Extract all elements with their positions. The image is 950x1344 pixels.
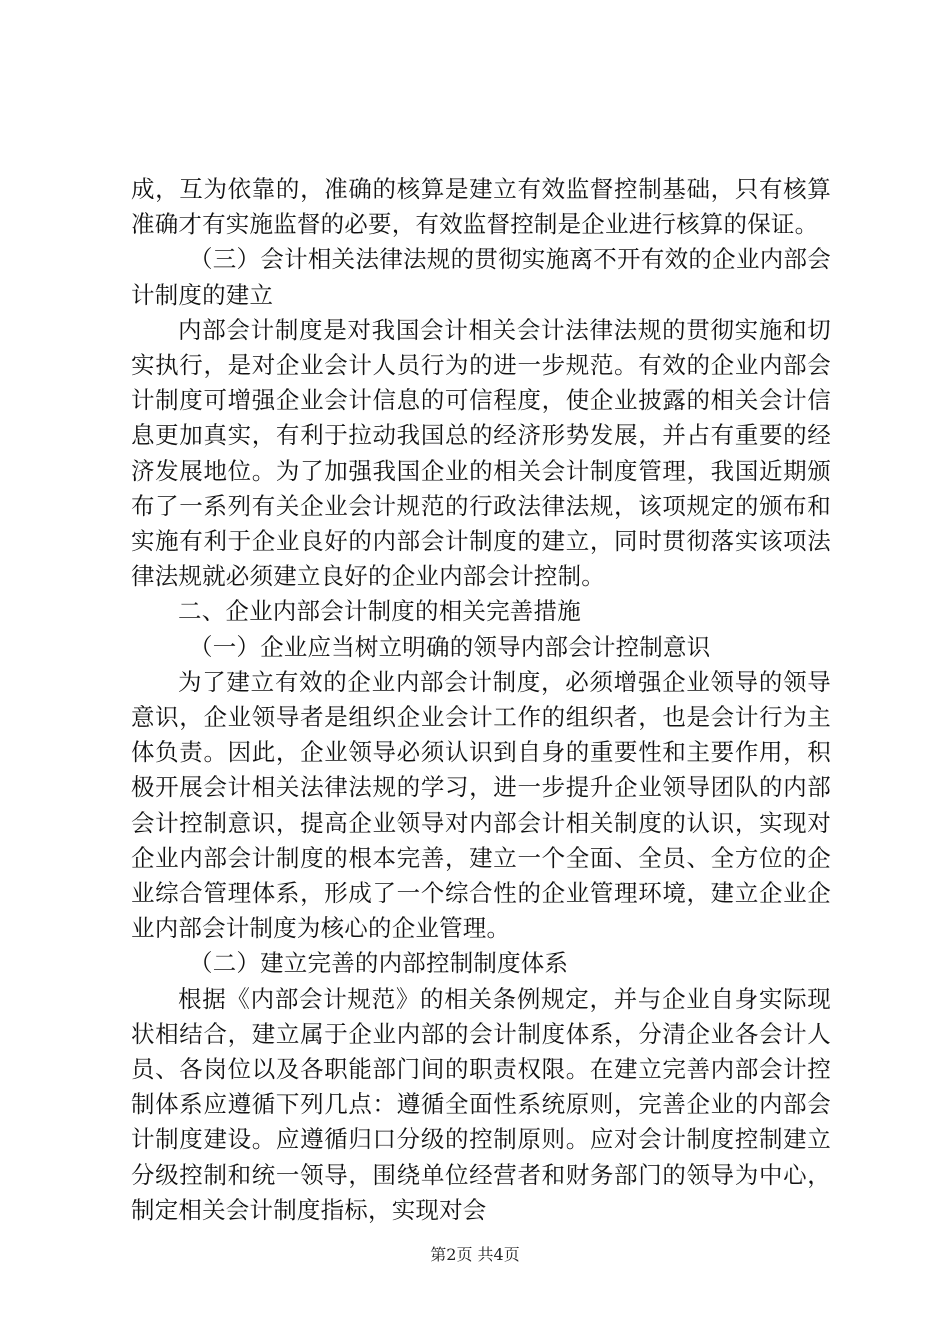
section-heading-2: 二、企业内部会计制度的相关完善措施 bbox=[178, 597, 581, 626]
section-heading-3: （二）建立完善的内部控制制度体系 bbox=[189, 949, 569, 978]
paragraph: 内部会计制度是对我国会计相关会计法律法规的贯彻实施和切实执行，是对企业会计人员行为的进一步规范。有效的企业内部会计制度可增强企业会计信息的可信程度，使企业披露的相关会计信息更加真实，有利于拉动我国总的经济形势发展，并占有重要的经济发展地位。为了加强我国企业的相关会计制度管理，我国近期颁布了一系列有关企业会计规范的行政法律法规，该项规定的颁布和实施有利于企业良好的内部会计制度的建立，同时贯彻落实该项法律法规就必须建立良好的企业内部会计控制。 bbox=[131, 315, 831, 591]
section-heading-3: （一）企业应当树立明确的领导内部会计控制意识 bbox=[189, 632, 711, 661]
page-footer bbox=[0, 1244, 950, 1266]
paragraph-continuation: 成，互为依靠的，准确的核算是建立有效监督控制基础，只有核算准确才有实施监督的必要，有效监督控制是企业进行核算的保证。 bbox=[131, 175, 831, 239]
document-body bbox=[131, 172, 831, 1228]
paragraph: 为了建立有效的企业内部会计制度，必须增强企业领导的领导意识，企业领导者是组织企业会计工作的组织者，也是会计行为主体负责。因此，企业领导必须认识到自身的重要性和主要作用，积极开展会计相关法律法规的学习，进一步提升企业领导团队的内部会计控制意识，提高企业领导对内部会计相关制度的认识，实现对企业内部会计制度的根本完善，建立一个全面、全员、全方位的企业综合管理体系，形成了一个综合性的企业管理环境，建立企业企业内部会计制度为核心的企业管理。 bbox=[131, 667, 831, 943]
section-heading-3: （三）会计相关法律法规的贯彻实施离不开有效的企业内部会计制度的建立 bbox=[131, 245, 831, 309]
page-number-label: 第2页 共4页 bbox=[430, 1245, 520, 1264]
paragraph: 根据《内部会计规范》的相关条例规定，并与企业自身实际现状相结合，建立属于企业内部的会计制度体系，分清企业各会计人员、各岗位以及各职能部门间的职责权限。在建立完善内部会计控制体系应遵循下列几点：遵循全面性系统原则，完善企业的内部会计制度建设。应遵循归口分级的控制原则。应对会计制度控制建立分级控制和统一领导，围绕单位经营者和财务部门的领导为中心，制定相关会计制度指标，实现对会 bbox=[131, 984, 831, 1224]
